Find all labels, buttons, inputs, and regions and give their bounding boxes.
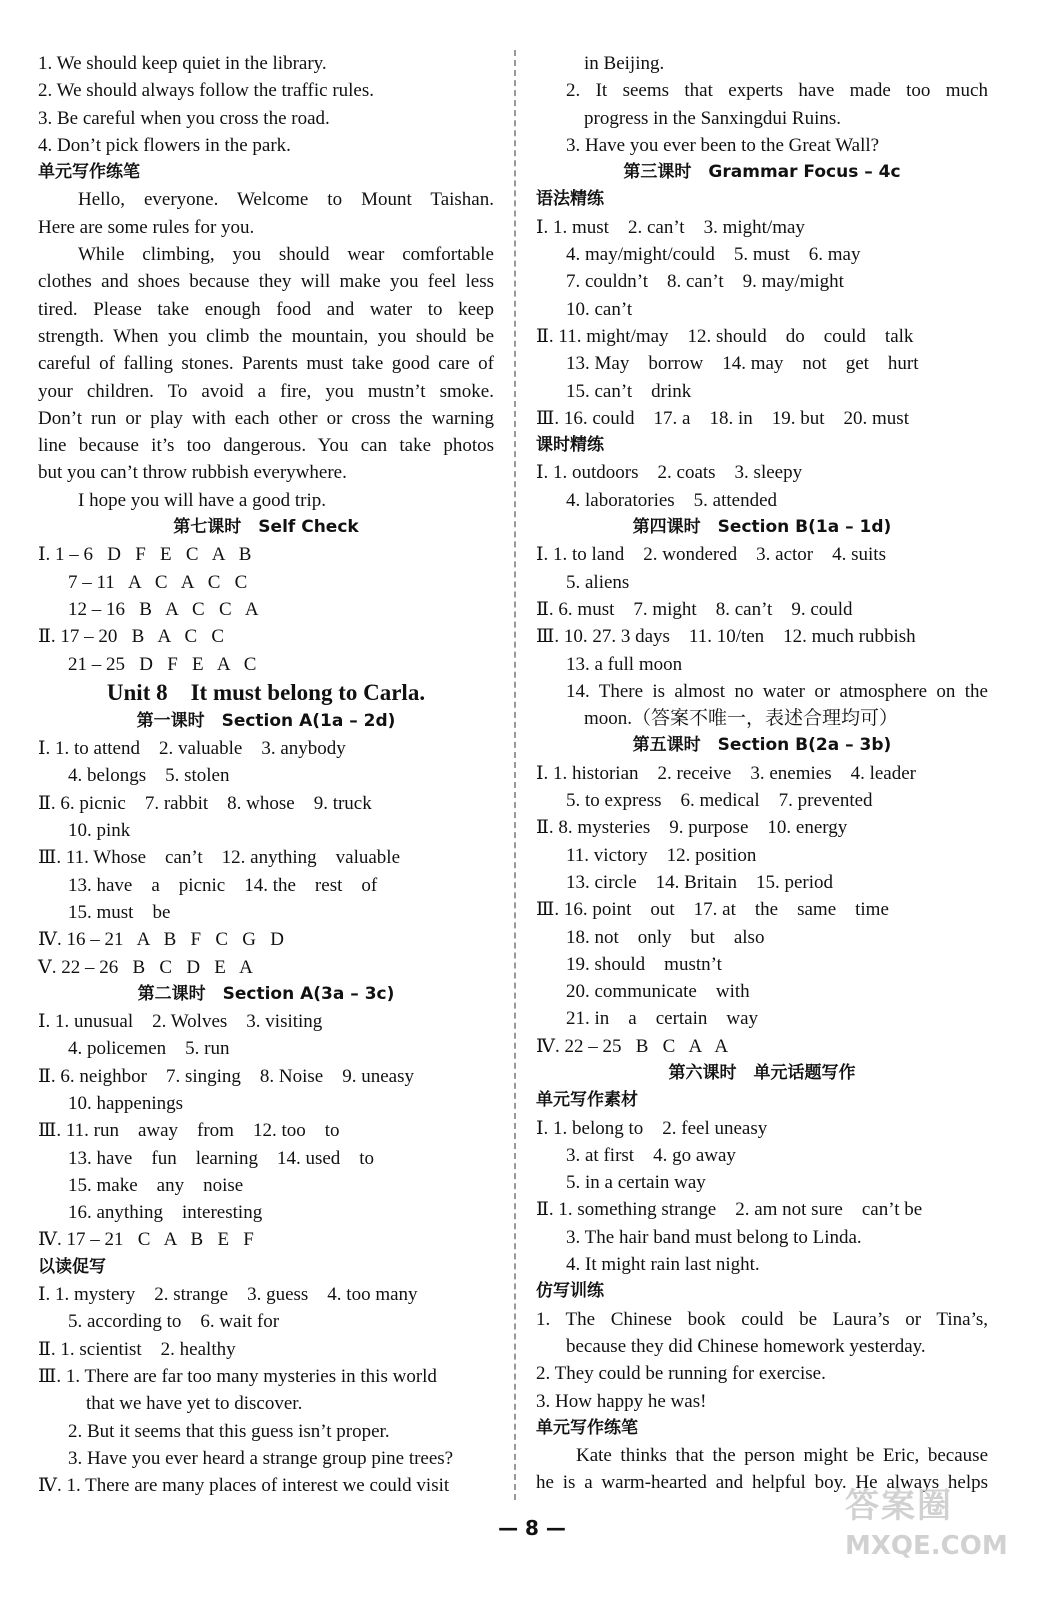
right-line: 19. should mustn’t [566, 953, 722, 975]
left-line: 16. anything interesting [68, 1202, 263, 1224]
left-line: Ⅰ. 1. mystery 2. strange 3. guess 4. too many [38, 1284, 418, 1306]
right-column [536, 50, 988, 1497]
left-line: but you can’t throw rubbish everywhere. [38, 462, 347, 484]
left-line: Ⅲ. 11. run away from 12. too to [38, 1120, 340, 1142]
right-line: 第三课时 Grammar Focus – 4c [623, 162, 901, 183]
right-line: 1. The Chinese book could be Laura’s or Tina’s, [536, 1308, 988, 1330]
left-line: careful of falling stones. Parents must take good care of [38, 353, 494, 375]
right-line: 18. not only but also [566, 926, 765, 948]
left-line: 5. according to 6. wait for [68, 1311, 280, 1333]
left-line: 15. make any noise [68, 1174, 244, 1196]
right-line: Ⅱ. 1. something strange 2. am not sure can’t be [536, 1199, 923, 1221]
right-line: Ⅳ. 22 – 25 B C A A [536, 1035, 729, 1057]
left-line: Ⅳ. 16 – 21 A B F C G D [38, 929, 284, 951]
left-column [38, 50, 494, 1499]
watermark-en: MXQE.COM [845, 1531, 1008, 1561]
left-line: 3. Have you ever heard a strange group pine trees? [68, 1447, 454, 1469]
right-line: because they did Chinese homework yesterday. [566, 1335, 926, 1357]
watermark-cn: 答案圈 [845, 1486, 953, 1526]
left-line: I hope you will have a good trip. [78, 489, 327, 511]
right-line: 7. couldn’t 8. can’t 9. may/might [566, 271, 844, 293]
left-line: Ⅱ. 6. neighbor 7. singing 8. Noise 9. uneasy [38, 1065, 414, 1087]
right-line: 10. can’t [566, 298, 633, 320]
left-line: Hello, everyone. Welcome to Mount Taishan. [78, 189, 494, 211]
right-line: progress in the Sanxingdui Ruins. [584, 107, 842, 129]
left-line: 4. policemen 5. run [68, 1038, 230, 1060]
right-line: 13. a full moon [566, 653, 683, 675]
left-line: 15. must be [68, 901, 171, 923]
left-line: clothes and shoes because they will make you feel less [38, 271, 494, 293]
right-line: 仿写训练 [536, 1281, 604, 1302]
right-line: 第六课时 单元话题写作 [668, 1062, 856, 1083]
left-line: 单元写作练笔 [38, 162, 140, 183]
left-line: tired. Please take enough food and water to keep [38, 298, 494, 320]
right-line: 第四课时 Section B(1a – 1d) [632, 517, 892, 538]
right-line: Ⅰ. 1. must 2. can’t 3. might/may [536, 216, 805, 238]
right-line: 21. in a certain way [566, 1008, 759, 1030]
left-line: 4. belongs 5. stolen [68, 765, 230, 787]
left-line: Ⅳ. 17 – 21 C A B E F [38, 1229, 254, 1251]
right-line: Ⅰ. 1. to land 2. wondered 3. actor 4. suits [536, 544, 886, 566]
left-line: 13. have a picnic 14. the rest of [68, 874, 378, 896]
right-line: 4. laboratories 5. attended [566, 489, 778, 511]
right-line: 13. May borrow 14. may not get hurt [566, 353, 919, 375]
right-line: 2. They could be running for exercise. [536, 1363, 826, 1385]
watermark-logo [845, 1478, 1035, 1588]
right-line: Ⅲ. 16. could 17. a 18. in 19. but 20. must [536, 407, 909, 429]
right-line: 5. in a certain way [566, 1172, 706, 1194]
right-line: 3. Have you ever been to the Great Wall? [566, 134, 880, 156]
right-line: Ⅰ. 1. outdoors 2. coats 3. sleepy [536, 462, 803, 484]
left-line: that we have yet to discover. [86, 1393, 303, 1415]
right-line: 第五课时 Section B(2a – 3b) [632, 735, 892, 756]
left-line: 第七课时 Self Check [173, 517, 359, 538]
right-line: 课时精练 [536, 435, 604, 456]
right-line: 语法精练 [536, 189, 604, 210]
left-line: Ⅲ. 1. There are far too many mysteries in this world [38, 1365, 437, 1387]
page-number: — 8 — [498, 1516, 566, 1540]
right-line: 20. communicate with [566, 981, 750, 1003]
right-line: 4. may/might/could 5. must 6. may [566, 244, 861, 266]
left-line: 1. We should keep quiet in the library. [38, 53, 327, 74]
left-line: 13. have fun learning 14. used to [68, 1147, 375, 1169]
left-line: Ⅴ. 22 – 26 B C D E A [38, 956, 253, 978]
right-line: Ⅰ. 1. belong to 2. feel uneasy [536, 1117, 768, 1139]
right-line: 2. It seems that experts have made too much [566, 80, 988, 102]
column-divider [514, 50, 516, 1500]
left-line: your children. To avoid a fire, you mustn’t smoke. [38, 380, 494, 402]
left-line: 第一课时 Section A(1a – 2d) [136, 710, 396, 731]
left-line: 4. Don’t pick flowers in the park. [38, 134, 291, 156]
left-line: Ⅲ. 11. Whose can’t 12. anything valuable [38, 847, 401, 869]
right-line: 单元写作练笔 [536, 1417, 638, 1438]
left-line: 2. We should always follow the traffic rules. [38, 80, 374, 102]
right-line: 3. How happy he was! [536, 1390, 707, 1412]
left-line: 12 – 16 B A C C A [68, 598, 259, 620]
left-line: Unit 8 It must belong to Carla. [106, 679, 426, 705]
right-line: Ⅱ. 8. mysteries 9. purpose 10. energy [536, 817, 848, 839]
left-line: Ⅱ. 1. scientist 2. healthy [38, 1338, 236, 1360]
left-line: 2. But it seems that this guess isn’t proper. [68, 1420, 390, 1442]
left-line: strength. When you climb the mountain, you should be [38, 325, 494, 347]
right-line: 15. can’t drink [566, 380, 692, 402]
left-line: Ⅱ. 17 – 20 B A C C [38, 626, 225, 648]
left-line: Ⅰ. 1. to attend 2. valuable 3. anybody [38, 738, 346, 760]
right-line: moon.（答案不唯一，表述合理均可） [584, 708, 899, 730]
left-line: Don’t run or play with each other or cross the warning [38, 407, 494, 429]
left-line: 第二课时 Section A(3a – 3c) [137, 983, 395, 1004]
right-line: 4. It might rain last night. [566, 1254, 760, 1276]
right-line: 11. victory 12. position [566, 844, 757, 866]
right-line: Ⅰ. 1. historian 2. receive 3. enemies 4. leader [536, 762, 916, 784]
left-line: While climbing, you should wear comfortable [78, 244, 494, 266]
left-line: line because it’s too dangerous. You can take photos [38, 435, 494, 457]
right-line: Ⅱ. 6. must 7. might 8. can’t 9. could [536, 598, 853, 620]
right-line: 3. at first 4. go away [566, 1144, 736, 1166]
right-line: 13. circle 14. Britain 15. period [566, 871, 833, 893]
right-line: 单元写作素材 [536, 1090, 638, 1111]
left-line: Ⅰ. 1. unusual 2. Wolves 3. visiting [38, 1011, 323, 1033]
right-line: Ⅱ. 11. might/may 12. should do could talk [536, 325, 914, 347]
right-line: 5. aliens [566, 571, 630, 593]
left-line: 以读促写 [38, 1256, 106, 1277]
left-line: Ⅱ. 6. picnic 7. rabbit 8. whose 9. truck [38, 792, 372, 814]
left-line: 10. pink [68, 820, 131, 842]
right-line: 3. The hair band must belong to Linda. [566, 1226, 862, 1248]
right-line: Kate thinks that the person might be Eric, because [576, 1445, 988, 1467]
left-line: Ⅰ. 1 – 6 D F E C A B [38, 544, 252, 566]
right-line: he is a warm-hearted and helpful boy. He always helps [536, 1472, 988, 1494]
right-line: 14. There is almost no water or atmosphere on the [566, 680, 988, 702]
left-line: Ⅳ. 1. There are many places of interest we could visit [38, 1475, 450, 1497]
left-line: 21 – 25 D F E A C [68, 653, 257, 675]
right-line: Ⅲ. 16. point out 17. at the same time [536, 899, 889, 921]
left-line: 10. happenings [68, 1092, 184, 1114]
right-line: Ⅲ. 10. 27. 3 days 11. 10/ten 12. much rubbish [536, 626, 916, 648]
left-line: 3. Be careful when you cross the road. [38, 107, 330, 129]
right-line: in Beijing. [584, 53, 665, 74]
left-line: 7 – 11 A C A C C [68, 571, 248, 593]
right-line: 5. to express 6. medical 7. prevented [566, 790, 873, 812]
left-line: Here are some rules for you. [38, 216, 255, 238]
